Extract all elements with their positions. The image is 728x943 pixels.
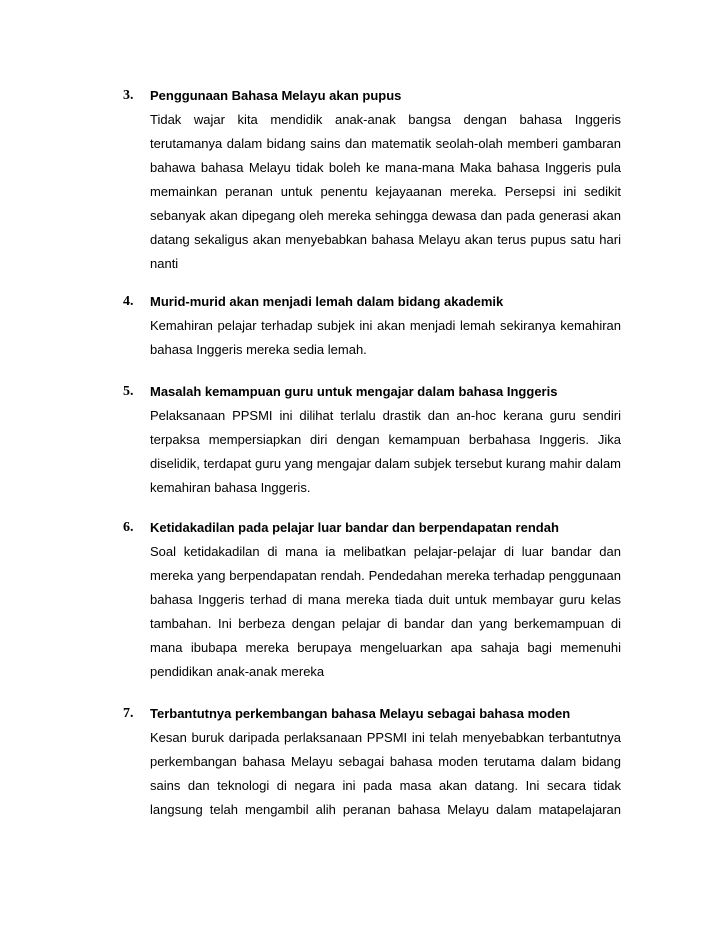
section-title: Masalah kemampuan guru untuk mengajar dalam bahasa Inggeris	[150, 384, 558, 399]
section-title: Penggunaan Bahasa Melayu akan pupus	[150, 88, 402, 103]
section-body: Pelaksanaan PPSMI ini dilihat terlalu drastik dan an-hoc kerana guru sendiri terpaksa mempersiapkan diri dengan kemampuan berbahasa Inggeris. Jika diselidik, terdapat guru yang mengajar dalam subjek tersebut kurang mahir dalam kemahiran bahasa Inggeris.	[150, 408, 621, 495]
section-number: 3.	[123, 88, 134, 103]
section-body: Soal ketidakadilan di mana ia melibatkan pelajar-pelajar di luar bandar dan mereka yang berpendapatan rendah. Pendedahan mereka terhadap penggunaan bahasa Inggeris terhad di mana mereka tiada duit untuk membayar guru kelas tambahan. Ini berbeza dengan pelajar di bandar dan yang berkemampuan di mana ibubapa mereka berupaya mengeluarkan apa sahaja bagi memenuhi pendidikan anak-anak mereka	[150, 544, 621, 679]
section-number: 5.	[123, 384, 134, 399]
section-title: Terbantutnya perkembangan bahasa Melayu sebagai bahasa moden	[150, 706, 571, 721]
section-number: 4.	[123, 294, 134, 309]
section-6	[123, 518, 623, 697]
section-heading	[123, 292, 623, 312]
section-body: Kemahiran pelajar terhadap subjek ini akan menjadi lemah sekiranya kemahiran bahasa Inggeris mereka sedia lemah.	[150, 318, 621, 357]
section-body: Tidak wajar kita mendidik anak-anak bangsa dengan bahasa Inggeris terutamanya dalam bidang sains dan matematik seolah-olah memberi gambaran bahawa bahasa Melayu tidak boleh ke mana-mana Maka bahasa Inggeris pula memainkan peranan untuk penentu kejayaanan mereka. Persepsi ini sedikit sebanyak akan dipegang oleh mereka sehingga dewasa dan pada generasi akan datang sekaligus akan menyebabkan bahasa Melayu akan terus pupus satu hari nanti	[150, 112, 621, 271]
section-5	[123, 382, 623, 513]
section-number: 7.	[123, 706, 134, 721]
section-7	[123, 704, 623, 835]
section-title: Murid-murid akan menjadi lemah dalam bidang akademik	[150, 294, 504, 309]
section-4	[123, 292, 623, 375]
section-heading	[123, 382, 623, 402]
section-body: Kesan buruk daripada perlaksanaan PPSMI ini telah menyebabkan terbantutnya perkembangan bahasa Melayu sebagai bahasa moden terutama dalam bidang sains dan teknologi di negara ini pada masa akan datang. Ini secara tidak langsung telah mengambil alih peranan bahasa Melayu dalam matapelajaran	[150, 730, 621, 817]
section-heading	[123, 86, 623, 106]
section-heading	[123, 704, 623, 724]
section-number: 6.	[123, 520, 134, 535]
section-heading	[123, 518, 623, 538]
section-3	[123, 86, 623, 289]
section-title: Ketidakadilan pada pelajar luar bandar dan berpendapatan rendah	[150, 520, 559, 535]
